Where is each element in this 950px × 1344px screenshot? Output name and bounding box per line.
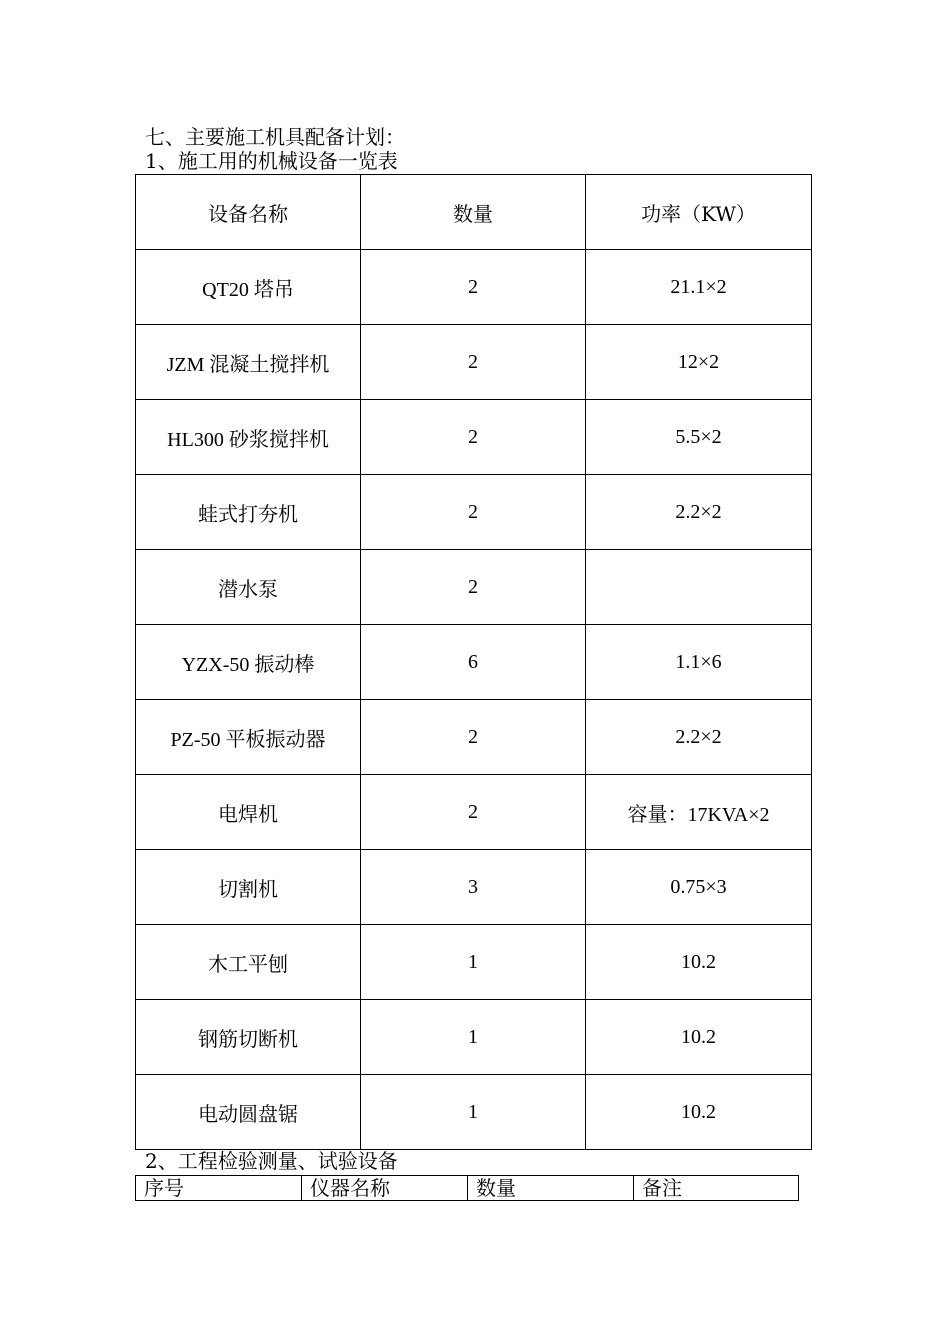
power-cell: 10.2: [586, 925, 812, 1000]
header-equipment-name: 设备名称: [136, 175, 361, 250]
equipment-name-cell: 切割机: [136, 850, 361, 925]
power-cell: 2.2×2: [586, 475, 812, 550]
power-cell: 容量：17KVA×2: [586, 775, 812, 850]
quantity-cell: 2: [361, 325, 586, 400]
quantity-cell: 2: [361, 550, 586, 625]
power-cell: 1.1×6: [586, 625, 812, 700]
quantity-cell: 1: [361, 1000, 586, 1075]
power-cell: 10.2: [586, 1000, 812, 1075]
equipment-name-cell: HL300 砂浆搅拌机: [136, 400, 361, 475]
table-row: [136, 1075, 812, 1150]
table-row: [136, 925, 812, 1000]
power-cell: [586, 550, 812, 625]
equipment-name-cell: YZX-50 振动棒: [136, 625, 361, 700]
equipment-name-cell: PZ-50 平板振动器: [136, 700, 361, 775]
quantity-cell: 2: [361, 775, 586, 850]
equipment-name-cell: 钢筋切断机: [136, 1000, 361, 1075]
table-row: [136, 775, 812, 850]
table-row: [136, 250, 812, 325]
equipment-table-header-row: [136, 175, 812, 250]
equipment-name-cell: JZM 混凝土搅拌机: [136, 325, 361, 400]
equipment-name-cell: 电焊机: [136, 775, 361, 850]
table-row: [136, 625, 812, 700]
equipment-name-cell: 蛙式打夯机: [136, 475, 361, 550]
quantity-cell: 2: [361, 475, 586, 550]
quantity-cell: 2: [361, 400, 586, 475]
instrument-table-title: 2、工程检验测量、试验设备: [145, 1149, 398, 1173]
power-cell: 0.75×3: [586, 850, 812, 925]
equipment-name-cell: 潜水泵: [136, 550, 361, 625]
quantity-cell: 2: [361, 250, 586, 325]
equipment-name-cell: 电动圆盘锯: [136, 1075, 361, 1150]
instrument-table: [135, 1175, 799, 1201]
quantity-cell: 3: [361, 850, 586, 925]
section-title: 七、主要施工机具配备计划：: [145, 125, 405, 149]
table-row: [136, 550, 812, 625]
table-row: [136, 325, 812, 400]
equipment-name-cell: QT20 塔吊: [136, 250, 361, 325]
header-quantity: 数量: [468, 1176, 634, 1201]
header-power: 功率（KW）: [586, 175, 812, 250]
quantity-cell: 1: [361, 925, 586, 1000]
power-cell: 2.2×2: [586, 700, 812, 775]
quantity-cell: 6: [361, 625, 586, 700]
power-cell: 5.5×2: [586, 400, 812, 475]
instrument-table-header-row: [136, 1176, 799, 1201]
power-cell: 10.2: [586, 1075, 812, 1150]
table-row: [136, 475, 812, 550]
table-row: [136, 700, 812, 775]
quantity-cell: 1: [361, 1075, 586, 1150]
quantity-cell: 2: [361, 700, 586, 775]
header-remarks: 备注: [634, 1176, 799, 1201]
equipment-table-title: 1、施工用的机械设备一览表: [145, 149, 398, 173]
equipment-name-cell: 木工平刨: [136, 925, 361, 1000]
equipment-table: [135, 174, 812, 1150]
table-row: [136, 850, 812, 925]
power-cell: 12×2: [586, 325, 812, 400]
table-row: [136, 1000, 812, 1075]
header-quantity: 数量: [361, 175, 586, 250]
power-cell: 21.1×2: [586, 250, 812, 325]
header-instrument-name: 仪器名称: [302, 1176, 468, 1201]
header-serial-number: 序号: [136, 1176, 302, 1201]
table-row: [136, 400, 812, 475]
